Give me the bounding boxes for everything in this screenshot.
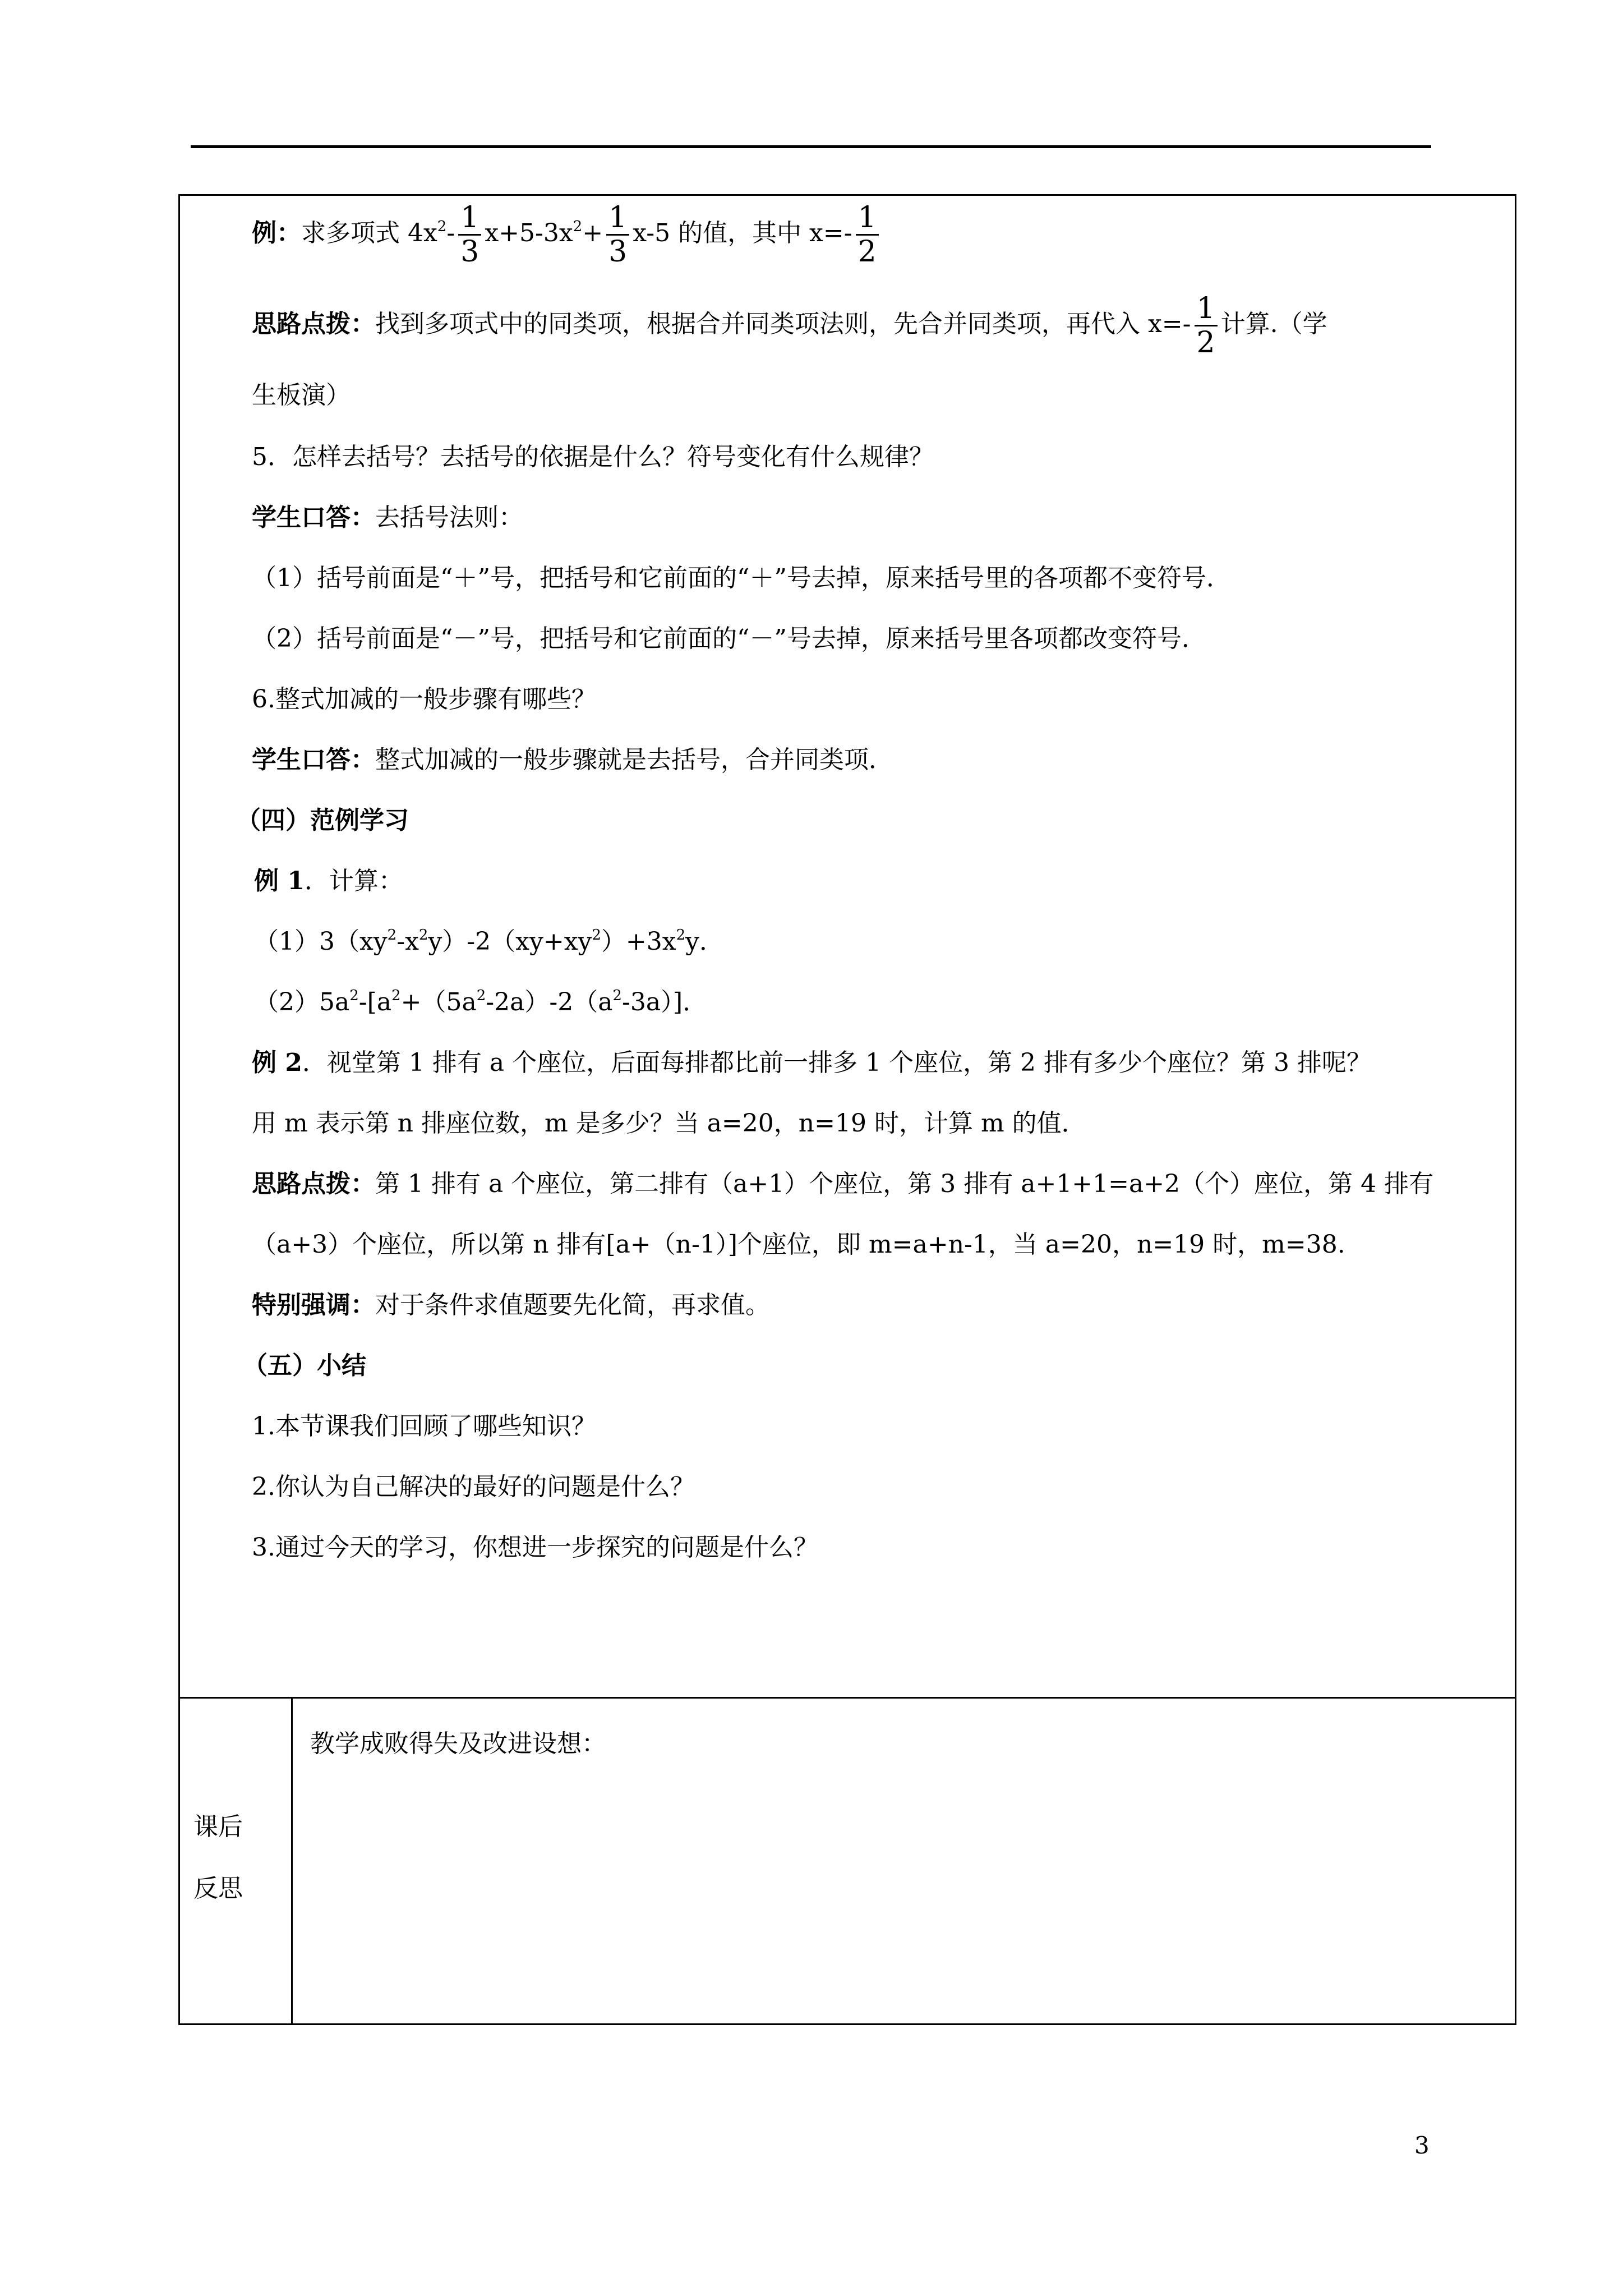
example-1-item-1: $(1)3(xy^2-x^2y)-2(xy+xy^2)+3x^2y$． bbox=[254, 927, 725, 956]
question-6: 6.整式加减的一般步骤有哪些？ bbox=[252, 685, 596, 714]
section-4-heading: （四）范例学习 bbox=[236, 806, 409, 835]
example-intro-line: 例：求多项式 $4x^2-$ $\frac{1}{3}$ $x+5-3x^2+$ $\frac{1}{3}$ x-5 的值，其中 x=- $\frac{1}{2}$ bbox=[252, 201, 882, 268]
lesson-table bbox=[178, 194, 1516, 2025]
example-1-item-2: $(2)5a^2-[a^2+(5a^2-2a)-2(a^2-3a)]$． bbox=[254, 987, 708, 1016]
fraction: $\frac{1}{2}$ bbox=[1195, 292, 1218, 359]
hint2-line-1: 思路点拨：第 1 排有 a 个座位，第二排有（a+1）个座位，第 3 排有 a+1+1=a+2（个）座位，第 4 排有 bbox=[252, 1170, 1434, 1198]
hint-label: 思路点拨： bbox=[252, 310, 375, 338]
fraction: $\frac{1}{2}$ bbox=[856, 201, 879, 268]
summary-item-2: 2.你认为自己解决的最好的问题是什么？ bbox=[252, 1473, 695, 1501]
example-label: 例 bbox=[252, 219, 276, 247]
page-number: 3 bbox=[1414, 2132, 1430, 2159]
question-5: 5．怎样去括号？去括号的依据是什么？符号变化有什么规律？ bbox=[252, 443, 934, 471]
section-5-heading: （五）小结 bbox=[243, 1351, 366, 1380]
hint1-line1: 思路点拨：找到多项式中的同类项，根据合并同类项法则，先合并同类项，再代入 x=- $\frac{1}{2}$ 计算.（学 bbox=[252, 292, 1327, 360]
emphasis: 特别强调：对于条件求值题要先化简，再求值。 bbox=[252, 1291, 770, 1319]
hint2-line-2: （a+3）个座位，所以第 n 排有[a+（n-1）]个座位，即 m=a+n-1，当 a=20，n=19 时，m=38. bbox=[252, 1230, 1345, 1259]
example-2-line-2: 用 m 表示第 n 排座位数，m 是多少？当 a=20，n=19 时，计算 m 的值． bbox=[252, 1109, 1086, 1138]
reflection-label-line-2: 反思 bbox=[193, 1874, 243, 1903]
table-column-divider bbox=[291, 1699, 293, 2023]
example-1: 例 1．计算： bbox=[254, 867, 403, 895]
rule-2: （2）括号前面是“－”号，把括号和它前面的“－”号去掉，原来括号里各项都改变符号． bbox=[252, 624, 1206, 653]
summary-item-1: 1.本节课我们回顾了哪些知识？ bbox=[252, 1412, 596, 1441]
summary-item-3: 3.通过今天的学习，你想进一步探究的问题是什么？ bbox=[252, 1533, 818, 1562]
answer-5: 学生口答：去括号法则： bbox=[252, 503, 523, 532]
hint1-line2: 生板演） bbox=[252, 381, 351, 409]
rule-1: （1）括号前面是“＋”号，把括号和它前面的“＋”号去掉，原来括号里的各项都不变符号． bbox=[252, 564, 1231, 592]
table-row-divider bbox=[180, 1697, 1515, 1699]
fraction: $\frac{1}{3}$ bbox=[606, 201, 629, 268]
example-2-line-1: 例 2．视堂第 1 排有 a 个座位，后面每排都比前一排多 1 个座位，第 2 排有多少个座位？第 3 排呢？ bbox=[252, 1048, 1372, 1077]
fraction: $\frac{1}{3}$ bbox=[458, 201, 481, 268]
answer-6: 学生口答：整式加减的一般步骤就是去括号，合并同类项． bbox=[252, 746, 893, 774]
header-rule bbox=[191, 145, 1431, 148]
reflection-content: 教学成败得失及改进设想： bbox=[310, 1729, 606, 1758]
reflection-label-line-1: 课后 bbox=[193, 1812, 243, 1841]
